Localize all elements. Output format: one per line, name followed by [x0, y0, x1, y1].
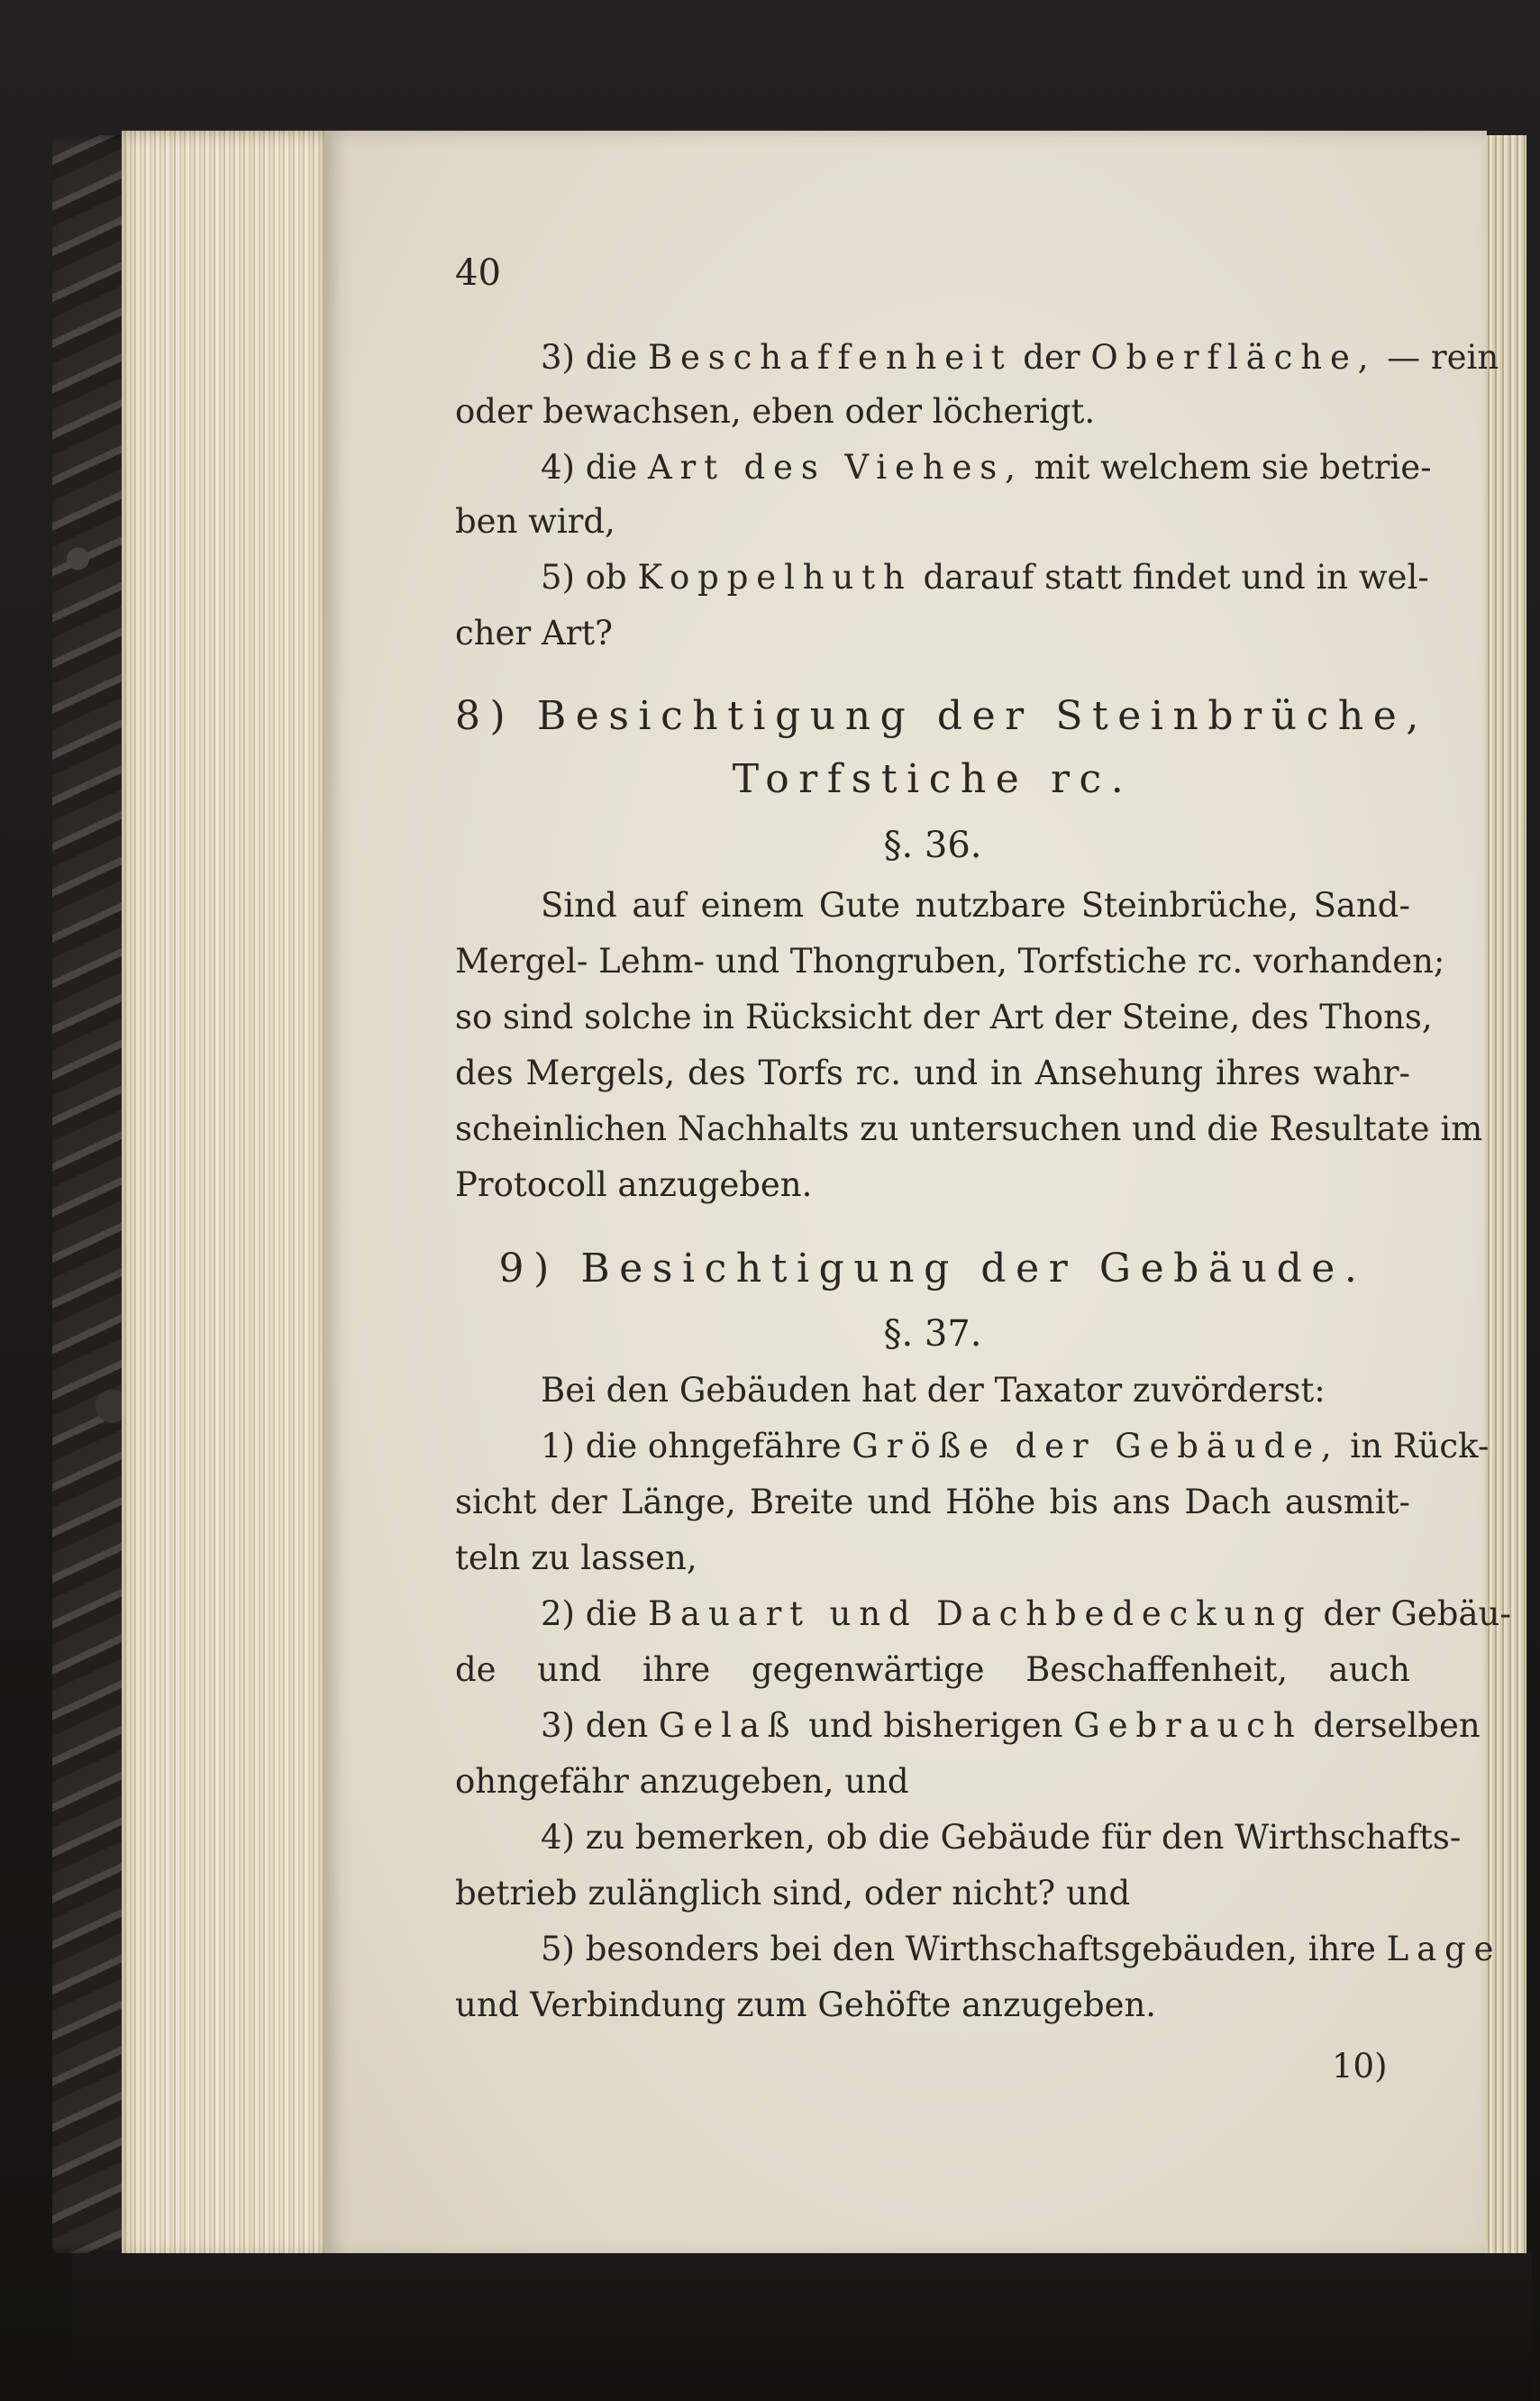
catchword: 10) — [1332, 2047, 1388, 2086]
paragraph-sign: §. 37. — [883, 1313, 982, 1355]
item-line: betrieb zulänglich sind, oder nicht? und — [455, 1874, 1131, 1913]
item-line: oder bewachsen, eben oder löcherigt. — [455, 392, 1096, 431]
item-line: 4) die Art des Viehes, mit welchem sie betrie- — [541, 448, 1432, 487]
section-heading: Torfstiche rc. — [732, 756, 1134, 802]
item-line: 5) besonders bei den Wirthschaftsgebäuden, ihre Lage — [541, 1930, 1502, 1968]
item-line: ohngefähr anzugeben, und — [455, 1762, 909, 1801]
item-line: 4) zu bemerken, ob die Gebäude für den Wirthschafts- — [541, 1818, 1462, 1857]
item-line: de und ihre gegenwärtige Beschaffenheit, auch — [455, 1650, 1410, 1689]
item-line: sicht der Länge, Breite und Höhe bis ans Dach ausmit- — [455, 1483, 1410, 1521]
section-heading: 8) Besichtigung der Steinbrüche, — [455, 693, 1428, 739]
item-line: cher Art? — [455, 614, 614, 653]
item-line: und Verbindung zum Gehöfte anzugeben. — [455, 1986, 1157, 2024]
item-line: 3) den Gelaß und bisherigen Gebrauch derselben — [541, 1706, 1481, 1745]
body-line: Bei den Gebäuden hat der Taxator zuvörderst: — [541, 1371, 1326, 1410]
item-line: ben wird, — [455, 502, 615, 541]
item-line: 2) die Bauart und Dachbedeckung der Gebäu- — [541, 1594, 1511, 1633]
body-line: des Mergels, des Torfs rc. und in Ansehung ihres wahr- — [455, 1054, 1410, 1092]
item-line: 3) die Beschaffenheit der Oberfläche, — rein — [541, 338, 1499, 377]
body-line: Mergel- Lehm- und Thongruben, Torfstiche rc. vorhanden; — [455, 942, 1445, 981]
paragraph-sign: §. 36. — [883, 825, 982, 866]
body-line: Sind auf einem Gute nutzbare Steinbrüche, Sand- — [541, 886, 1410, 925]
item-line: teln zu lassen, — [455, 1538, 697, 1577]
body-line: so sind solche in Rücksicht der Art der Steine, des Thons, — [455, 998, 1433, 1036]
body-line: scheinlichen Nachhalts zu untersuchen und die Resultate im — [455, 1109, 1483, 1148]
item-line: 5) ob Koppelhuth darauf statt findet und in wel- — [541, 558, 1429, 597]
section-heading: 9) Besichtigung der Gebäude. — [498, 1246, 1367, 1292]
body-line: Protocoll anzugeben. — [455, 1165, 813, 1204]
item-line: 1) die ohngefähre Größe der Gebäude, in Rück- — [541, 1427, 1490, 1465]
page-number: 40 — [455, 252, 501, 294]
